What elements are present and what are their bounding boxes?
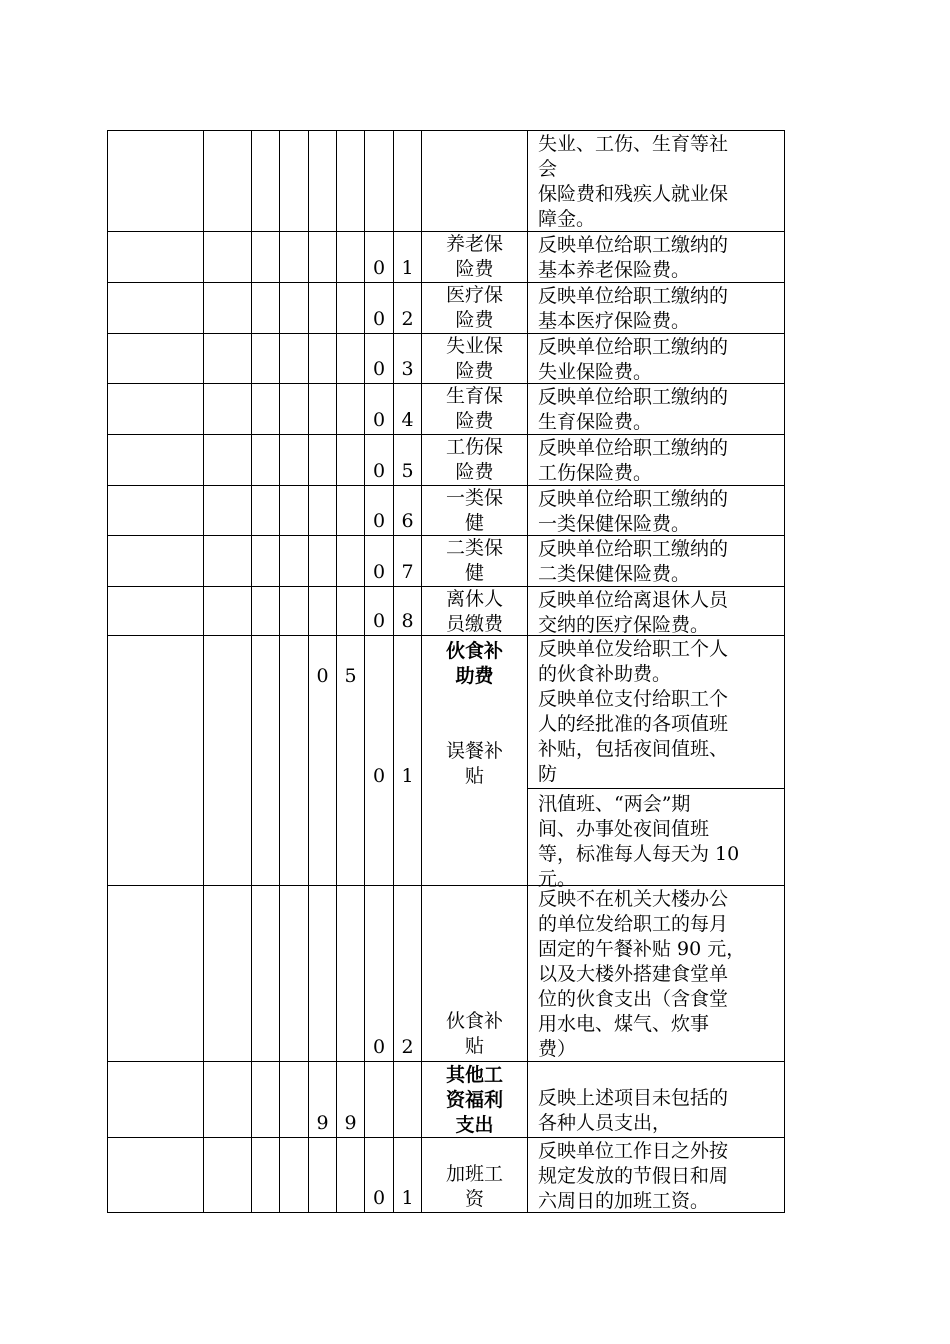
table-row <box>108 536 785 587</box>
table-row <box>108 283 785 334</box>
table-row <box>108 1138 785 1213</box>
item-name: 一类保 健 <box>445 487 503 534</box>
budget-classification-table <box>107 130 785 1213</box>
item-code-digit-2: 3 <box>401 358 414 380</box>
item-code-digit-2: 8 <box>401 610 414 632</box>
item-code-digit-2: 1 <box>401 765 414 787</box>
item-description-part-2: 汛值班、“两会”期 间、办事处夜间值班 等，标准每人每天为 10 元。 <box>538 793 740 890</box>
table-row <box>108 384 785 435</box>
class-code-digit-1: 0 <box>316 665 329 687</box>
item-name: 医疗保 险费 <box>445 284 503 331</box>
table-row <box>108 587 785 636</box>
item-description: 反映单位给职工缴纳的 工伤保险费。 <box>538 437 729 484</box>
item-name: 误餐补 贴 <box>445 740 503 787</box>
item-code-digit-2: 5 <box>401 460 414 482</box>
item-code-digit-1: 0 <box>372 1036 386 1058</box>
item-name: 养老保 险费 <box>445 233 503 280</box>
item-description: 失业、工伤、生育等社 会 保险费和残疾人就业保 障金。 <box>538 133 729 230</box>
item-code-digit-2: 4 <box>401 409 414 431</box>
item-description: 反映单位给职工缴纳的 生育保险费。 <box>538 386 729 433</box>
item-code-digit-1: 0 <box>372 765 386 787</box>
item-name: 工伤保 险费 <box>445 436 503 483</box>
class-code-digit-2: 9 <box>344 1112 357 1134</box>
item-code-digit-2: 2 <box>401 308 414 330</box>
item-description: 反映单位给职工缴纳的 二类保健保险费。 <box>538 538 729 585</box>
table-row <box>108 886 785 1062</box>
class-name: 伙食补 助费 <box>445 640 503 687</box>
item-code-digit-1: 0 <box>372 257 386 279</box>
item-code-digit-1: 0 <box>372 460 386 482</box>
item-code-digit-1: 0 <box>372 561 386 583</box>
item-description: 反映单位给职工缴纳的 失业保险费。 <box>538 336 729 383</box>
item-code-digit-1: 0 <box>372 510 386 532</box>
item-name: 离休人 员缴费 <box>445 588 503 635</box>
item-code-digit-1: 0 <box>372 358 386 380</box>
item-code-digit-2: 2 <box>401 1036 414 1058</box>
item-code-digit-1: 0 <box>372 409 386 431</box>
class-name: 其他工 资福利 支出 <box>445 1064 503 1136</box>
item-code-digit-2: 1 <box>401 1187 414 1209</box>
item-code-digit-1: 0 <box>372 1187 386 1209</box>
item-description: 反映单位给职工缴纳的 基本养老保险费。 <box>538 234 729 281</box>
item-description: 反映单位给职工缴纳的 基本医疗保险费。 <box>538 285 729 332</box>
class-code-digit-2: 5 <box>344 665 357 687</box>
item-code-digit-2: 6 <box>401 510 414 532</box>
class-description: 反映上述项目未包括的 各种人员支出， <box>538 1087 729 1134</box>
class-code-digit-1: 9 <box>316 1112 329 1134</box>
item-code-digit-1: 0 <box>372 308 386 330</box>
item-name: 失业保 险费 <box>445 335 503 382</box>
item-description: 反映单位工作日之外按 规定发放的节假日和周 六周日的加班工资。 <box>538 1140 729 1212</box>
item-code-digit-2: 7 <box>401 561 414 583</box>
cell-divider <box>528 788 784 789</box>
table-row <box>108 435 785 486</box>
table-row <box>108 334 785 384</box>
table-row <box>108 131 785 232</box>
item-name: 加班工 资 <box>445 1163 503 1210</box>
item-name: 二类保 健 <box>445 537 503 584</box>
item-name: 生育保 险费 <box>445 385 503 432</box>
item-code-digit-1: 0 <box>372 610 386 632</box>
table-row <box>108 232 785 283</box>
table-row-other-welfare <box>108 1062 785 1138</box>
item-description: 反映单位给职工缴纳的 一类保健保险费。 <box>538 488 729 535</box>
table-row <box>108 486 785 536</box>
item-name: 伙食补 贴 <box>445 1010 503 1057</box>
item-description: 反映不在机关大楼办公 的单位发给职工的每月 固定的午餐补贴 90 元， 以及大楼外搭建食堂单 位的伙食支出（含食堂 用水电、煤气、炊事 费） <box>538 888 746 1060</box>
class-description: 反映单位发给职工个人 的伙食补助费。 <box>538 638 729 685</box>
item-description: 反映单位给离退休人员 交纳的医疗保险费。 <box>538 589 729 636</box>
item-code-digit-2: 1 <box>401 257 414 279</box>
table-row-meal-subsidy <box>108 636 785 890</box>
item-description-part-1: 反映单位支付给职工个 人的经批准的各项值班 补贴，包括夜间值班、 防 <box>538 688 729 785</box>
